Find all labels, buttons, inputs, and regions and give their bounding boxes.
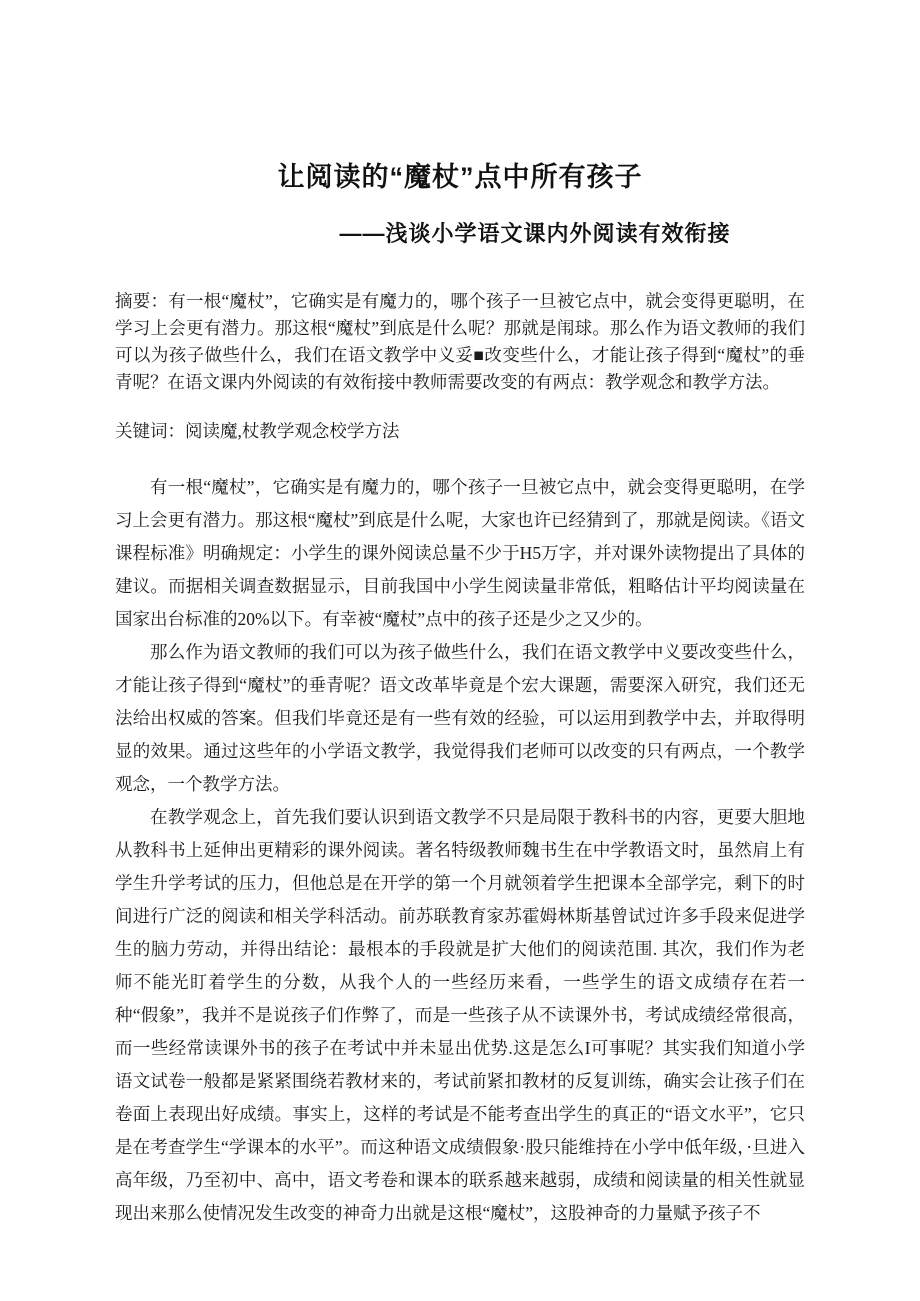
body-paragraph-3: 在教学观念上，首先我们要认识到语文教学不只是局限于教科书的内容，更要大胆地从教科书上延伸出更精彩的课外阅读。著名特级教师魏书生在中学教语文时，虽然肩上有学生升学考试的压力，但他总是在开学的第一个月就领着学生把课本全部学完，剩下的时间进行广泛的阅读和相关学科活动。前苏联教育家苏霍姆林斯基曾试过许多手段来促进学生的脑力劳动，并得出结论：最根本的手段就是扩大他们的阅读范围. 其次，我们作为老师不能光盯着学生的分数，从我个人的一些经历来看，一些学生的语文成绩存在若一种“假象”，我并不是说孩子们作弊了，而是一些孩子从不读课外书，考试成绩经常很高，而一些经常读课外书的孩子在考试中并未显出优势.这是怎么I可事呢？其实我们知道小学语文试卷一般都是紧紧围绕若教材来的，考试前紧扣教材的反复训练，确实会让孩子们在卷面上表现出好成绩。事实上，这样的考试是不能考查出学生的真正的“语文水平”，它只是在考查学生“学课本的水平”。而这种语文成绩假象·股只能维持在小学中低年级，·旦进入高年级，乃至初中、高中，语文考卷和课本的联系越来越弱，成绩和阅读量的相关性就显现出来那么使情况发生改变的神奇力出就是这根“魔杖”，这股神奇的力量赋予孩子不 — [115, 807, 805, 1223]
document-title: 让阅读的“魔杖”点中所有孩子 — [277, 162, 643, 192]
body-paragraph-1: 有一根“魔杖”，它确实是有魔力的，哪个孩子一旦被它点中，就会变得更聪明，在学习上会更有潜力。那这根“魔杖”到底是什么呢，大家也许已经猜到了，那就是阅读。《语文课程标准》明确规定：小学生的课外阅读总量不少于H5万字，并对课外读物提出了具体的建议。而据相关调查数据显示，目前我国中小学生阅读量非常低，粗略估计平均阅读量在国家出台标准的20%以下。有幸被“魔杖”点中的孩子还是少之又少的。 — [115, 477, 805, 629]
body-paragraph-2: 那么作为语文教师的我们可以为孩子做些什么，我们在语文教学中义要改变些什么，才能让孩子得到“魔杖”的垂青呢？语文改革毕竟是个宏大课题，需要深入研究，我们还无法给出权威的答案。但我们毕竟还是有一些有效的经验，可以运用到教学中去，并取得明显的效果。通过这些年的小学语文教学，我觉得我们老师可以改变的只有两点，一个教学观念，一个教学方法。 — [115, 642, 805, 794]
keywords-line: 关键词：阅读魔,杖教学观念校学方法 — [115, 421, 400, 441]
document-subtitle: ——浅谈小学语文课内外阅读有效衔接 — [339, 221, 731, 246]
abstract-paragraph: 摘要：有一根“魔杖”，它确实是有魔力的，哪个孩子一旦被它点中，就会变得更聪明，在学习上会更有潜力。那这根“魔杖”到底是什么呢？那就是闱球。那么作为语文教师的我们可以为孩子做些什么，我们在语文教学中义妥■改变些什么，才能让孩子得到“魔杖”的垂青呢？在语文课内外阅读的有效衔接中教师需要改变的有两点：教学观念和教学方法。 — [115, 291, 805, 392]
